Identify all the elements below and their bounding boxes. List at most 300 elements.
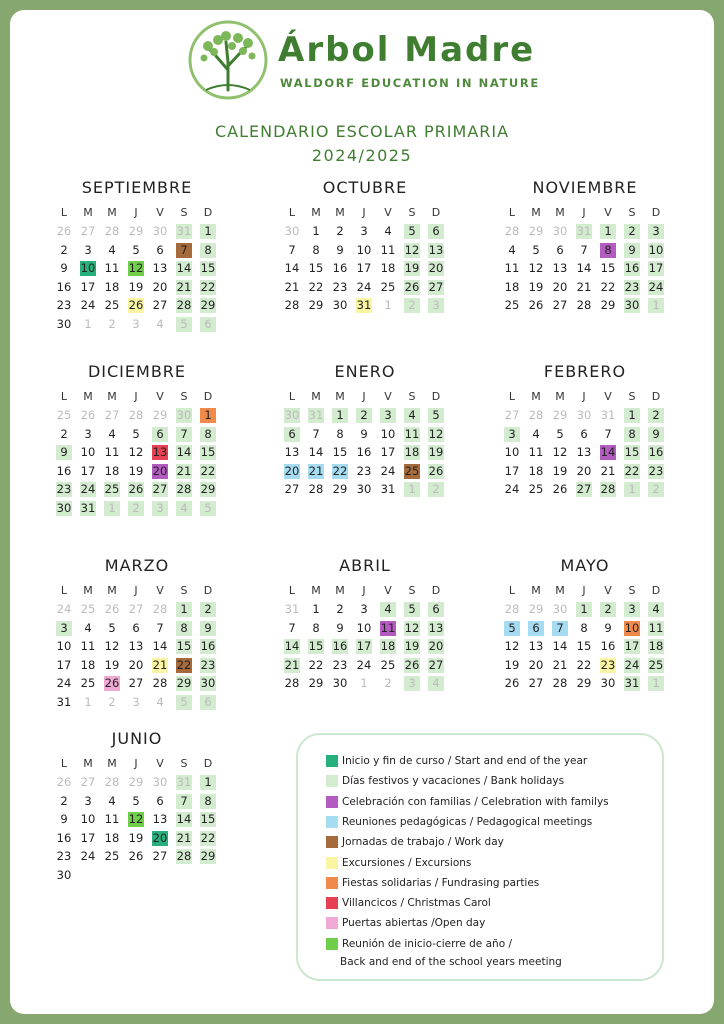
day-cell: 16	[332, 261, 348, 275]
weekday-label: M	[107, 206, 117, 219]
day-cell: 4	[648, 602, 664, 617]
day-cell-other-month: 5	[176, 695, 192, 710]
legend-label: Fiestas solidarias / Fundrasing parties	[342, 876, 540, 889]
day-cell: 14	[552, 639, 568, 653]
day-cell-other-month: 2	[128, 501, 144, 516]
day-cell: 27	[152, 849, 168, 863]
day-cell-other-month: 31	[176, 224, 192, 238]
day-cell-other-month: 1	[84, 694, 92, 709]
day-cell: 31	[624, 676, 640, 690]
day-cell: 11	[104, 445, 120, 459]
day-cell: 18	[104, 463, 120, 478]
day-cell-other-month: 6	[200, 695, 216, 710]
weekday-label: M	[555, 390, 565, 403]
day-cell: 10	[624, 620, 640, 635]
legend-label: Reuniones pedagógicas / Pedagogical meetings	[342, 815, 593, 828]
legend-swatch	[326, 917, 338, 929]
day-cell: 4	[404, 408, 420, 423]
day-cell: 5	[132, 793, 140, 808]
day-cell: 10	[356, 620, 372, 635]
day-cell: 8	[312, 242, 320, 257]
day-cell-other-month: 29	[528, 602, 544, 616]
day-cell: 27	[152, 482, 168, 496]
day-cell: 8	[200, 794, 216, 809]
day-cell: 1	[312, 602, 320, 616]
day-cell: 3	[56, 621, 72, 636]
weekday-label: D	[431, 390, 441, 403]
weekday-label: S	[180, 390, 188, 403]
day-cell: 22	[176, 657, 192, 672]
day-cell: 4	[384, 224, 392, 238]
day-cell: 16	[624, 261, 640, 275]
day-cell: 27	[552, 298, 568, 312]
day-cell: 14	[600, 445, 616, 459]
day-cell: 16	[56, 830, 72, 845]
weekday-label: J	[134, 390, 138, 403]
tree-logo-icon	[186, 18, 270, 102]
day-cell: 13	[428, 620, 444, 635]
legend-label: Días festivos y vacaciones / Bank holidays	[342, 775, 565, 788]
day-cell-other-month: 30	[284, 408, 300, 422]
day-cell-other-month: 27	[504, 408, 520, 422]
day-cell: 18	[380, 639, 396, 653]
weekday-label: D	[203, 206, 213, 219]
day-cell: 23	[624, 279, 640, 294]
day-cell: 22	[308, 657, 324, 672]
day-cell: 7	[176, 794, 192, 809]
day-cell: 6	[156, 793, 164, 808]
day-cell: 21	[176, 463, 192, 478]
day-cell: 15	[332, 445, 348, 459]
day-cell: 17	[504, 463, 520, 478]
weekday-label: D	[431, 206, 441, 219]
weekday-label: J	[362, 584, 366, 597]
day-cell: 18	[528, 463, 544, 478]
day-cell-other-month: 30	[176, 408, 192, 422]
day-cell: 15	[600, 261, 616, 275]
day-cell: 26	[404, 657, 420, 672]
day-cell: 23	[648, 463, 664, 478]
month-name: NOVIEMBRE	[532, 178, 638, 197]
day-cell: 30	[356, 482, 372, 496]
day-cell: 24	[356, 657, 372, 672]
day-cell-other-month: 4	[156, 316, 164, 331]
day-cell: 21	[600, 463, 616, 478]
day-cell: 15	[200, 261, 216, 275]
weekday-label: M	[107, 757, 117, 770]
weekday-label: S	[408, 584, 416, 597]
day-cell: 22	[200, 279, 216, 294]
day-cell: 18	[380, 261, 396, 275]
weekday-label: S	[180, 584, 188, 597]
weekday-label: D	[651, 390, 661, 403]
weekday-label: M	[531, 390, 541, 403]
weekday-label: M	[311, 584, 321, 597]
day-cell: 7	[604, 426, 612, 441]
month-name: ABRIL	[339, 556, 391, 575]
day-cell-other-month: 30	[152, 224, 168, 238]
day-cell: 12	[404, 242, 420, 257]
day-cell: 7	[176, 243, 192, 258]
day-cell: 13	[284, 445, 300, 459]
day-cell: 29	[600, 298, 616, 312]
day-cell: 18	[104, 279, 120, 294]
day-cell-other-month: 27	[80, 224, 96, 238]
day-cell: 31	[380, 482, 396, 496]
day-cell: 9	[336, 242, 344, 257]
day-cell: 6	[152, 427, 168, 442]
day-cell-other-month: 2	[108, 316, 116, 331]
day-cell: 23	[56, 298, 72, 312]
weekday-label: M	[335, 390, 345, 403]
day-cell: 24	[504, 482, 520, 496]
day-cell: 2	[336, 602, 344, 616]
day-cell: 25	[80, 676, 96, 690]
weekday-label: M	[83, 206, 93, 219]
day-cell: 23	[200, 657, 216, 672]
day-cell: 26	[428, 463, 444, 478]
weekday-label: V	[384, 206, 392, 219]
weekday-label: M	[83, 584, 93, 597]
day-cell: 27	[428, 657, 444, 672]
day-cell-other-month: 31	[576, 224, 592, 238]
day-cell: 6	[156, 242, 164, 257]
day-cell: 13	[428, 242, 444, 257]
day-cell-other-month: 1	[404, 482, 420, 497]
day-cell: 20	[428, 261, 444, 275]
day-cell: 20	[428, 639, 444, 653]
day-cell: 4	[108, 242, 116, 257]
day-cell-other-month: 2	[404, 298, 420, 313]
weekday-label: V	[156, 206, 164, 219]
day-cell-other-month: 1	[648, 676, 664, 691]
day-cell: 23	[600, 657, 616, 672]
day-cell: 23	[332, 279, 348, 294]
day-cell-other-month: 26	[80, 408, 96, 422]
day-cell: 28	[176, 482, 192, 496]
day-cell: 21	[308, 463, 324, 478]
day-cell: 24	[56, 676, 72, 690]
day-cell-other-month: 3	[132, 694, 140, 709]
day-cell-other-month: 1	[384, 298, 392, 312]
day-cell: 26	[528, 298, 544, 312]
day-cell: 11	[404, 426, 420, 441]
day-cell: 11	[504, 261, 520, 275]
weekday-label: D	[203, 584, 213, 597]
day-cell: 10	[56, 639, 72, 653]
weekday-label: S	[628, 584, 636, 597]
day-cell: 30	[332, 298, 348, 312]
day-cell: 2	[356, 408, 372, 423]
day-cell: 27	[284, 482, 300, 496]
day-cell: 10	[648, 242, 664, 257]
day-cell: 25	[504, 298, 520, 312]
brand-name: Árbol Madre	[278, 30, 536, 70]
day-cell: 5	[532, 242, 540, 257]
day-cell-other-month: 30	[576, 408, 592, 422]
day-cell: 25	[380, 279, 396, 294]
month-name: ENERO	[334, 362, 396, 381]
day-cell: 21	[284, 279, 300, 294]
day-cell: 10	[356, 242, 372, 257]
day-cell: 27	[152, 298, 168, 312]
day-cell: 3	[84, 793, 92, 808]
day-cell: 11	[648, 620, 664, 635]
day-cell: 21	[176, 830, 192, 845]
day-cell: 2	[60, 793, 68, 808]
day-cell: 18	[404, 445, 420, 459]
weekday-label: L	[60, 390, 68, 403]
day-cell: 9	[360, 426, 368, 441]
day-cell: 10	[504, 445, 520, 459]
day-cell: 30	[56, 867, 72, 882]
day-cell: 5	[504, 621, 520, 636]
day-cell: 20	[552, 279, 568, 294]
day-cell: 9	[604, 620, 612, 635]
day-cell: 13	[552, 261, 568, 275]
day-cell: 15	[200, 445, 216, 459]
day-cell: 21	[576, 279, 592, 294]
weekday-label: V	[156, 390, 164, 403]
day-cell: 26	[552, 482, 568, 496]
day-cell: 20	[576, 463, 592, 478]
day-cell: 18	[504, 279, 520, 294]
day-cell: 28	[284, 676, 300, 690]
day-cell: 17	[624, 639, 640, 653]
day-cell: 30	[56, 500, 72, 515]
day-cell: 20	[152, 463, 168, 478]
day-cell: 19	[404, 639, 420, 653]
day-cell: 22	[308, 279, 324, 294]
day-cell: 29	[332, 482, 348, 496]
day-cell: 30	[600, 676, 616, 690]
weekday-label: M	[335, 206, 345, 219]
day-cell: 15	[576, 639, 592, 653]
day-cell: 17	[80, 830, 96, 845]
day-cell: 31	[56, 694, 72, 709]
day-cell-other-month: 25	[56, 408, 72, 422]
legend-label: Inicio y fin de curso / Start and end of the year	[342, 755, 588, 767]
day-cell: 17	[80, 463, 96, 478]
day-cell-other-month: 31	[176, 775, 192, 789]
day-cell-other-month: 30	[284, 224, 300, 238]
day-cell-other-month: 26	[56, 224, 72, 238]
day-cell: 9	[56, 445, 72, 460]
day-cell: 2	[60, 242, 68, 257]
weekday-label: L	[288, 584, 296, 597]
month-name: SEPTIEMBRE	[81, 178, 193, 197]
month-name: MARZO	[104, 556, 170, 575]
day-cell: 1	[332, 408, 348, 423]
day-cell: 24	[624, 657, 640, 672]
day-cell: 16	[648, 445, 664, 459]
day-cell: 19	[104, 657, 120, 672]
day-cell: 6	[528, 621, 544, 636]
day-cell: 24	[80, 298, 96, 312]
day-cell: 20	[528, 657, 544, 672]
day-cell: 20	[152, 279, 168, 294]
day-cell: 25	[380, 657, 396, 672]
weekday-label: L	[60, 757, 68, 770]
weekday-label: V	[604, 390, 612, 403]
day-cell: 3	[380, 408, 396, 423]
day-cell: 1	[200, 224, 216, 239]
day-cell-other-month: 28	[528, 408, 544, 422]
day-cell: 19	[128, 279, 144, 294]
day-cell: 8	[600, 243, 616, 258]
day-cell: 15	[308, 261, 324, 275]
day-cell: 8	[336, 426, 344, 441]
day-cell: 3	[84, 242, 92, 257]
weekday-label: L	[508, 206, 516, 219]
day-cell: 4	[508, 242, 516, 257]
day-cell: 16	[56, 279, 72, 294]
weekday-label: M	[531, 584, 541, 597]
day-cell: 1	[600, 224, 616, 239]
day-cell: 1	[200, 408, 216, 423]
day-cell: 20	[128, 657, 144, 672]
day-cell: 28	[308, 482, 324, 496]
day-cell: 30	[56, 316, 72, 331]
day-cell-other-month: 1	[648, 298, 664, 313]
day-cell: 26	[128, 849, 144, 863]
day-cell: 6	[284, 427, 300, 442]
day-cell: 19	[428, 445, 444, 459]
day-cell: 15	[308, 639, 324, 653]
day-cell: 5	[404, 602, 420, 617]
day-cell-other-month: 28	[152, 602, 168, 616]
day-cell: 9	[60, 261, 68, 275]
weekday-label: S	[180, 757, 188, 770]
day-cell: 16	[356, 445, 372, 459]
day-cell: 25	[104, 298, 120, 312]
day-cell: 14	[176, 812, 192, 826]
day-cell: 16	[600, 639, 616, 653]
legend-label: Back and end of the school years meeting	[340, 956, 562, 968]
day-cell-other-month: 2	[384, 676, 392, 690]
day-cell-other-month: 1	[104, 501, 120, 516]
day-cell: 27	[128, 676, 144, 690]
day-cell: 13	[576, 445, 592, 459]
day-cell: 5	[428, 408, 444, 423]
day-cell: 26	[404, 279, 420, 294]
day-cell-other-month: 29	[552, 408, 568, 422]
day-cell-other-month: 31	[600, 408, 616, 422]
day-cell-other-month: 27	[128, 602, 144, 616]
day-cell-other-month: 27	[80, 775, 96, 789]
weekday-label: V	[604, 584, 612, 597]
day-cell-other-month: 2	[108, 694, 116, 709]
day-cell: 26	[128, 298, 144, 312]
legend-swatch	[326, 755, 338, 767]
day-cell: 19	[504, 657, 520, 672]
day-cell: 30	[624, 298, 640, 312]
day-cell-other-month: 4	[156, 694, 164, 709]
day-cell: 24	[356, 279, 372, 294]
legend-label: Villancicos / Christmas Carol	[342, 897, 491, 910]
legend-label: Celebración con familias / Celebration with familys	[342, 795, 609, 808]
day-cell: 8	[580, 620, 588, 635]
day-cell-other-month: 28	[104, 775, 120, 789]
day-cell: 1	[200, 775, 216, 790]
weekday-label: D	[651, 206, 661, 219]
weekday-label: D	[651, 584, 661, 597]
weekday-label: L	[288, 390, 296, 403]
weekday-label: M	[555, 584, 565, 597]
day-cell: 8	[624, 427, 640, 442]
day-cell: 8	[176, 621, 192, 636]
day-cell: 24	[648, 279, 664, 294]
day-cell: 28	[176, 849, 192, 863]
day-cell: 12	[528, 261, 544, 275]
day-cell: 19	[128, 830, 144, 845]
day-cell: 29	[176, 676, 192, 690]
day-cell-other-month: 28	[504, 224, 520, 238]
day-cell: 18	[104, 830, 120, 845]
day-cell: 13	[528, 639, 544, 653]
weekday-label: M	[531, 206, 541, 219]
day-cell: 12	[428, 426, 444, 441]
day-cell: 17	[356, 261, 372, 275]
day-cell: 29	[200, 849, 216, 863]
day-cell: 14	[284, 639, 300, 653]
day-cell: 22	[600, 279, 616, 294]
day-cell: 28	[284, 298, 300, 312]
day-cell: 17	[80, 279, 96, 294]
legend-swatch	[326, 897, 338, 909]
weekday-label: V	[384, 390, 392, 403]
day-cell: 11	[104, 261, 120, 275]
day-cell: 8	[312, 620, 320, 635]
legend-swatch	[326, 775, 338, 787]
day-cell-other-month: 29	[528, 224, 544, 238]
day-cell: 4	[380, 602, 396, 617]
day-cell: 5	[132, 242, 140, 257]
day-cell: 6	[132, 620, 140, 635]
weekday-label: L	[508, 390, 516, 403]
day-cell-other-month: 30	[552, 602, 568, 616]
weekday-label: V	[156, 584, 164, 597]
day-cell: 26	[504, 676, 520, 690]
day-cell: 31	[356, 298, 372, 312]
day-cell: 11	[380, 620, 396, 635]
weekday-label: S	[180, 206, 188, 219]
legend-swatch	[326, 877, 338, 889]
month-name: DICIEMBRE	[87, 362, 187, 381]
day-cell: 15	[624, 445, 640, 459]
day-cell-other-month: 2	[428, 482, 444, 497]
day-cell: 6	[580, 426, 588, 441]
day-cell: 26	[128, 482, 144, 496]
day-cell: 28	[152, 676, 168, 690]
day-cell: 19	[128, 463, 144, 478]
weekday-label: M	[83, 390, 93, 403]
day-cell-other-month: 6	[200, 317, 216, 332]
day-cell: 2	[624, 224, 640, 239]
legend-label: Jornadas de trabajo / Work day	[342, 836, 504, 849]
day-cell: 19	[404, 261, 420, 275]
day-cell: 20	[152, 830, 168, 845]
day-cell-other-month: 26	[104, 602, 120, 616]
weekday-label: M	[107, 584, 117, 597]
day-cell: 7	[156, 620, 164, 635]
day-cell: 23	[56, 482, 72, 496]
weekday-label: S	[408, 390, 416, 403]
day-cell: 27	[528, 676, 544, 690]
day-cell: 5	[132, 426, 140, 441]
day-cell: 27	[428, 279, 444, 294]
weekday-label: J	[582, 390, 586, 403]
